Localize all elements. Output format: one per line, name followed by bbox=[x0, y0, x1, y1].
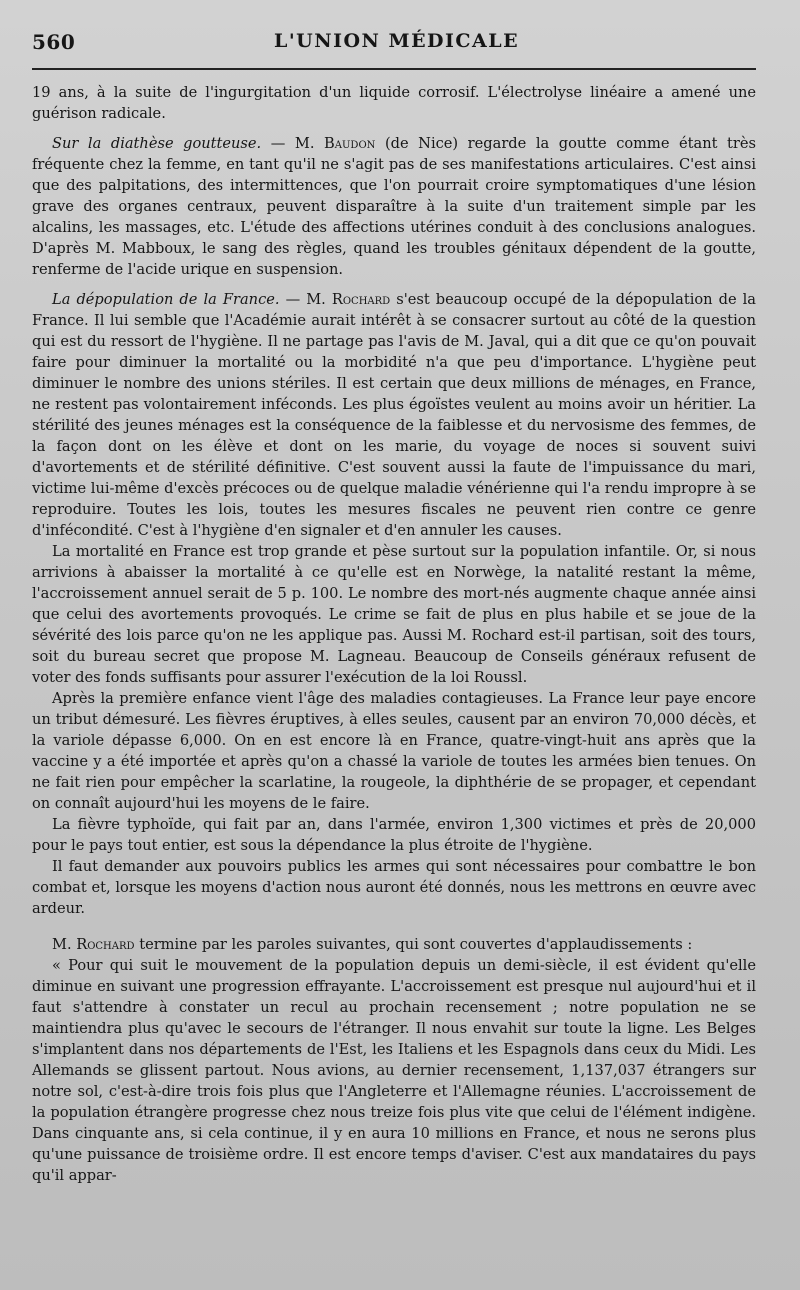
paragraph-rochard-quote bbox=[32, 955, 756, 1186]
em-dash: — bbox=[270, 135, 295, 152]
paragraph-text: (de Nice) regarde la goutte comme étant très fréquente chez la femme, en tant qu'il ne s'agit pas de ses manifestations articulaires. C'est ainsi que des palpitations, des intermittences, que l'on pourrait croire symptomatiques d'une lésion grave des organes centraux, peuvent disparaître à la suite d'un traitement simple par les alcalins, les massages, etc. L'étude des affections utérines conduit à des conclusions analogues. D'après M. Mabboux, le sang des règles, quand les troubles génitaux dépendent de la goutte, renferme de l'acide urique en suspension. bbox=[32, 135, 757, 278]
author-name-rochard: M. Rochard bbox=[306, 291, 391, 308]
paragraph-depopulation bbox=[32, 289, 756, 541]
paragraph-electrolyse-end bbox=[32, 82, 756, 124]
section-heading-diathese: Sur la diathèse goutteuse. bbox=[52, 135, 262, 152]
paragraph-text: 19 ans, à la suite de l'ingurgitation d'un liquide corrosif. L'électrolyse linéaire a amené une guérison radicale. bbox=[32, 84, 756, 122]
paragraph-text: La mortalité en France est trop grande et pèse surtout sur la population infantile. Or, si nous arrivions à abaisser la mortalité à ce qu'elle est en Norwège, la natalité restant la même, l'accroissement annuel serait de 5 p. 100. Le nombre des mort-nés augmente chaque année ainsi que celui des avortements provoqués. Le crime se fait de plus en plus habile et se joue de la sévérité des lois parce qu'on ne les applique pas. Aussi M. Rochard est-il partisan, soit des tours, soit du bureau secret que propose M. Lagneau. Beaucoup de Conseils généraux refusent de voter des fonds suffisants pour assurer l'exécution de la loi Roussl. bbox=[32, 543, 756, 686]
page-number: 560 bbox=[32, 30, 76, 54]
paragraph-text: Après la première enfance vient l'âge des maladies contagieuses. La France leur paye encore un tribut démesuré. Les fièvres éruptives, à elles seules, causent par an environ 70,000 décès, et la variole dépasse 6,000. On en est encore là en France, quatre-vingt-huit ans après que la vaccine y a été importée et après qu'on a chassé la variole de toutes les armées bien tenues. On ne fait rien pour empêcher la scarlatine, la rougeole, la diphthérie de se propager, et cependant on connaît aujourd'hui les moyens de le faire. bbox=[32, 690, 756, 812]
em-dash: — bbox=[285, 291, 307, 308]
header-rule bbox=[32, 68, 756, 70]
paragraph-text: termine par les paroles suivantes, qui sont couvertes d'applaudissements : bbox=[134, 936, 693, 953]
paragraph-pouvoirs-publics bbox=[32, 856, 756, 919]
running-title: L'UNION MÉDICALE bbox=[274, 30, 520, 52]
paragraph-mortalite bbox=[32, 541, 756, 688]
paragraph-text: « Pour qui suit le mouvement de la population depuis un demi-siècle, il est évident qu'elle diminue en suivant une progression effrayante. L'accroissement est presque nul aujourd'hui et il faut s'attendre à constater un recul au prochain recensement ; notre population ne se maintiendra plus qu'avec le secours de l'étranger. Il nous envahit sur toute la ligne. Les Belges s'implantent dans nos départements de l'Est, les Italiens et les Espagnols dans ceux du Midi. Les Allemands se glissent partout. Nous avions, au dernier recensement, 1,137,037 étrangers sur notre sol, c'est-à-dire trois fois plus que l'Angleterre et l'Allemagne réunies. L'accroissement de la population étrangère progresse chez nous treize fois plus vite que celui de l'élément indigène. Dans cinquante ans, si cela continue, il y en aura 10 millions en France, et nous ne serons plus qu'une puissance de troisième ordre. Il est encore temps d'aviser. C'est aux mandataires du pays qu'il appar- bbox=[32, 957, 756, 1184]
paragraph-text: s'est beaucoup occupé de la dépopulation de la France. Il lui semble que l'Académie aurait intérêt à se consacrer surtout au côté de la question qui est du ressort de l'hygiène. Il ne partage pas l'avis de M. Javal, qui a dit que ce qu'on pouvait faire pour diminuer la mortalité ou la morbidité n'a que peu d'importance. L'hygiène peut diminuer le nombre des unions stériles. Il est certain que deux millions de ménages, en France, ne restent pas volontairement inféconds. Les plus égoïstes veulent au moins avoir un héritier. La stérilité des jeunes ménages est la conséquence de la faiblesse et du nervosisme des femmes, de la façon dont on les élève et dont on les marie, du voyage de noces si souvent suivi d'avortements et de stérilité définitive. C'est souvent aussi la faute de l'impuissance du mari, victime lui-même d'excès précoces ou de quelque maladie vénérienne qui l'a rendu impropre à se reproduire. Toutes les lois, toutes les mesures fiscales ne peuvent rien contre ce genre d'infécondité. C'est à l'hygiène d'en signaler et d'en annuler les causes. bbox=[32, 291, 756, 539]
author-name-baudon: M. Baudon bbox=[294, 135, 376, 152]
paragraph-fievre-typhoide bbox=[32, 814, 756, 856]
article-body bbox=[32, 82, 756, 1186]
paragraph-maladies-contagieuses bbox=[32, 688, 756, 814]
section-heading-depopulation: La dépopulation de la France. bbox=[52, 291, 280, 308]
paragraph-text: La fièvre typhoïde, qui fait par an, dans l'armée, environ 1,300 victimes et près de 20,000 pour le pays tout entier, est sous la dépendance la plus étroite de l'hygiène. bbox=[32, 816, 756, 854]
author-name-rochard: M. Rochard bbox=[52, 936, 135, 953]
paragraph-text: Il faut demander aux pouvoirs publics les armes qui sont nécessaires pour combattre le bon combat et, lorsque les moyens d'action nous auront été donnés, nous les mettrons en œuvre avec ardeur. bbox=[32, 858, 756, 917]
page-header bbox=[32, 30, 756, 60]
paragraph-diathese-goutteuse bbox=[32, 133, 756, 280]
paragraph-rochard-conclusion-intro bbox=[32, 934, 756, 955]
